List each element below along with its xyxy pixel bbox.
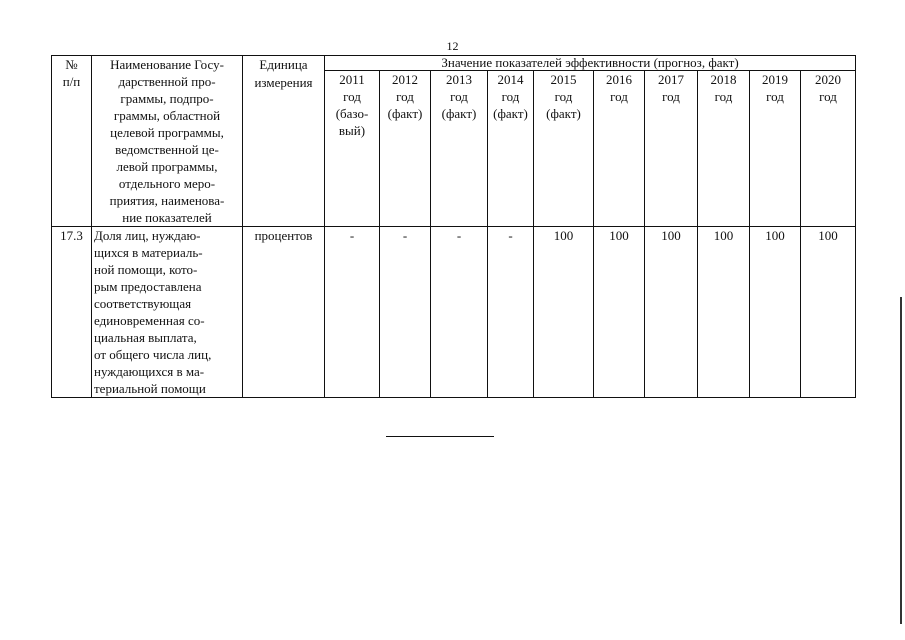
year-line: (факт): [546, 106, 581, 121]
row-value-2015: 100: [534, 227, 594, 398]
year-line: год: [766, 89, 784, 104]
row-value-2018: 100: [698, 227, 750, 398]
year-line: (факт): [441, 106, 477, 121]
year-line: (базо-: [335, 106, 369, 121]
year-line: 2012: [392, 72, 418, 87]
col-name-line: граммы, областной: [113, 108, 221, 123]
year-line: 2017: [658, 72, 684, 87]
row-value-2013: -: [431, 227, 488, 398]
col-num-line: №: [65, 57, 78, 72]
year-header-2012: [380, 71, 431, 227]
year-line: 2020: [815, 72, 842, 87]
col-name-line: ние показателей: [122, 210, 212, 225]
year-line: год: [396, 89, 414, 104]
row-value-2020: 100: [801, 227, 856, 398]
year-line: 2016: [606, 72, 632, 87]
year-header-2017: [645, 71, 698, 227]
year-header-2019: [750, 71, 801, 227]
year-line: 2018: [710, 72, 737, 87]
row-name-line: от общего числа лиц,: [94, 347, 212, 362]
col-unit-header: [243, 56, 325, 227]
year-line: 2011: [339, 72, 365, 87]
col-name-line: Наименование Госу-: [110, 57, 224, 72]
row-name-line: Доля лиц, нуждаю-: [94, 228, 201, 243]
year-line: год: [662, 89, 680, 104]
year-header-2014: [488, 71, 534, 227]
year-header-2013: [431, 71, 488, 227]
col-name-line: ведомственной це-: [115, 142, 219, 157]
page-number: 12: [446, 39, 459, 53]
table-row: [52, 227, 856, 398]
year-line: год: [610, 89, 628, 104]
col-name-line: отдельного меро-: [118, 176, 216, 191]
year-line: год: [450, 89, 468, 104]
row-name-line: соответствующая: [94, 296, 192, 311]
row-value-2014: -: [488, 227, 534, 398]
row-value-2012: -: [380, 227, 431, 398]
end-separator-line: [386, 436, 494, 437]
year-line: год: [554, 89, 573, 104]
year-line: год: [501, 89, 520, 104]
year-line: вый): [338, 123, 366, 138]
values-header: Значение показателей эффективности (прогноз, факт): [325, 56, 856, 71]
row-value-2019: 100: [750, 227, 801, 398]
col-unit-line: измерения: [254, 75, 313, 90]
year-header-2018: [698, 71, 750, 227]
col-num-header: [52, 56, 92, 227]
row-name-line: ной помощи, кото-: [94, 262, 198, 277]
row-name-line: циальная выплата,: [94, 330, 197, 345]
year-line: 2019: [762, 72, 788, 87]
year-line: 2014: [497, 72, 524, 87]
year-line: 2015: [550, 72, 577, 87]
year-header-2015: [534, 71, 594, 227]
row-number: 17.3: [52, 227, 92, 398]
row-indicator-name: [92, 227, 243, 398]
row-name-line: нуждающихся в ма-: [94, 364, 205, 379]
row-unit: процентов: [243, 227, 325, 398]
col-name-line: дарственной про-: [118, 74, 216, 89]
row-value-2011: -: [325, 227, 380, 398]
row-name-line: щихся в материаль-: [94, 245, 203, 260]
year-line: (факт): [493, 106, 528, 121]
scan-edge-line: [900, 297, 902, 624]
indicator-table: [51, 55, 856, 398]
year-header-2011: [325, 71, 380, 227]
col-name-line: левой программы,: [116, 159, 218, 174]
year-line: год: [819, 89, 837, 104]
col-name-header: [92, 56, 243, 227]
year-line: (факт): [387, 106, 423, 121]
year-line: год: [343, 89, 361, 104]
row-name-line: териальной помощи: [94, 381, 206, 396]
row-name-line: единовременная со-: [94, 313, 205, 328]
col-name-line: целевой программы,: [110, 125, 224, 140]
year-header-2020: [801, 71, 856, 227]
year-line: 2013: [446, 72, 472, 87]
row-value-2016: 100: [594, 227, 645, 398]
row-name-line: рым предоставлена: [94, 279, 202, 294]
row-value-2017: 100: [645, 227, 698, 398]
year-header-2016: [594, 71, 645, 227]
col-name-line: граммы, подпро-: [120, 91, 214, 106]
col-num-line: п/п: [62, 74, 81, 89]
year-line: год: [714, 89, 733, 104]
col-unit-line: Единица: [259, 57, 308, 72]
header-row-top: [52, 56, 856, 71]
col-name-line: приятия, наименова-: [109, 193, 225, 208]
